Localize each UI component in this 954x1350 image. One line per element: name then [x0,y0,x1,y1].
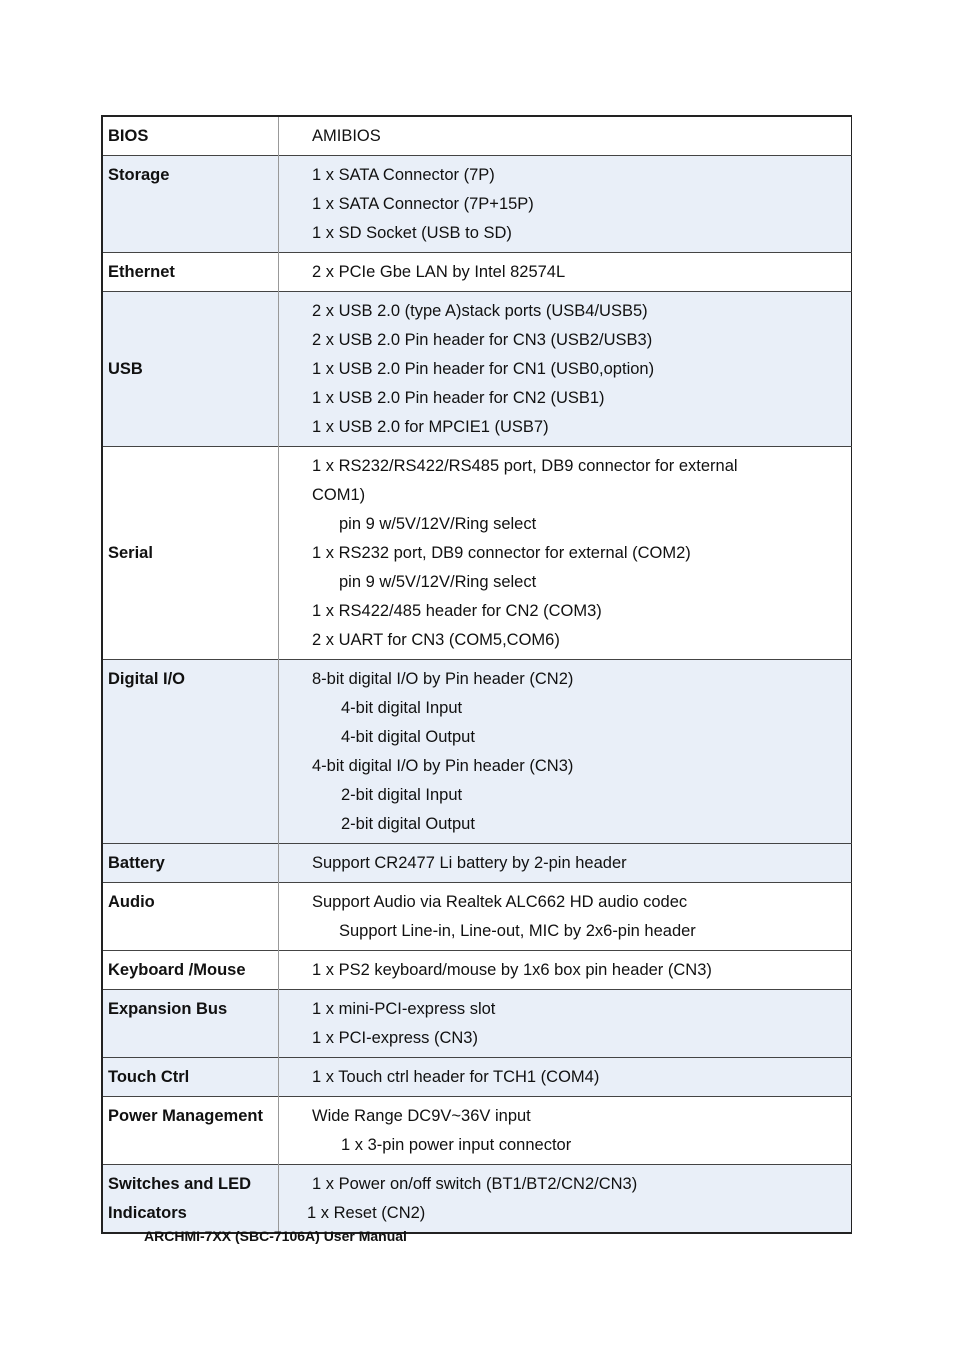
spec-label-keyboard-mouse: Keyboard /Mouse [102,951,279,990]
spec-table-body [102,116,852,1233]
spec-value-line: 1 x USB 2.0 Pin header for CN1 (USB0,option) [312,360,655,378]
spec-row-bios [102,116,852,156]
spec-value-line: 1 x RS422/485 header for CN2 (COM3) [312,602,602,620]
spec-value-storage [279,156,852,253]
spec-row-keyboard-mouse [102,951,852,990]
spec-value-line: Support CR2477 Li battery by 2-pin header [312,854,627,872]
spec-row-audio [102,883,852,951]
spec-value-line: 1 x Touch ctrl header for TCH1 (COM4) [312,1068,600,1086]
spec-value-expansion-bus [279,990,852,1058]
spec-label-bios: BIOS [102,116,279,156]
spec-row-usb [102,292,852,447]
spec-value-line: AMIBIOS [312,127,381,145]
spec-value-line: 1 x 3-pin power input connector [341,1136,572,1154]
spec-value-power-management [279,1097,852,1165]
spec-value-line: Support Audio via Realtek ALC662 HD audio codec [312,893,688,911]
spec-row-serial [102,447,852,660]
spec-value-digital-io [279,660,852,844]
spec-value-line: 1 x RS232/RS422/RS485 port, DB9 connector for external [312,457,738,475]
spec-value-line: 1 x PCI-express (CN3) [312,1029,478,1047]
spec-label-expansion-bus: Expansion Bus [102,990,279,1058]
spec-value-keyboard-mouse [279,951,852,990]
spec-value-usb [279,292,852,447]
spec-value-line: pin 9 w/5V/12V/Ring select [339,515,537,533]
spec-label-ethernet: Ethernet [102,253,279,292]
spec-row-expansion-bus [102,990,852,1058]
spec-value-line: 2-bit digital Input [341,786,463,804]
spec-row-ethernet [102,253,852,292]
spec-value-line: pin 9 w/5V/12V/Ring select [339,573,537,591]
spec-label-digital-io: Digital I/O [102,660,279,844]
spec-value-ethernet [279,253,852,292]
spec-value-line: COM1) [312,486,366,504]
spec-value-line: 1 x Power on/off switch (BT1/BT2/CN2/CN3) [312,1175,638,1193]
spec-value-line: 2-bit digital Output [341,815,475,833]
spec-value-line: 8-bit digital I/O by Pin header (CN2) [312,670,574,688]
spec-value-line: 2 x PCIe Gbe LAN by Intel 82574L [312,263,566,281]
spec-value-line: 1 x SATA Connector (7P+15P) [312,195,534,213]
spec-row-battery [102,844,852,883]
spec-label-power-management: Power Management [102,1097,279,1165]
spec-value-audio [279,883,852,951]
spec-label-battery: Battery [102,844,279,883]
spec-value-switches-led [279,1165,852,1234]
spec-value-line: 1 x RS232 port, DB9 connector for external (COM2) [312,544,691,562]
spec-row-power-management [102,1097,852,1165]
spec-value-bios [279,116,852,156]
spec-value-line: 4-bit digital Input [341,699,463,717]
spec-value-line: 1 x USB 2.0 Pin header for CN2 (USB1) [312,389,605,407]
spec-label-audio: Audio [102,883,279,951]
spec-value-line: Support Line-in, Line-out, MIC by 2x6-pin header [339,922,696,940]
spec-value-line: 2 x USB 2.0 Pin header for CN3 (USB2/USB3) [312,331,653,349]
spec-row-storage [102,156,852,253]
spec-value-line: 4-bit digital Output [341,728,475,746]
spec-row-digital-io [102,660,852,844]
spec-label-switches-led: Switches and LED Indicators [102,1165,279,1234]
spec-value-line: 2 x UART for CN3 (COM5,COM6) [312,631,560,649]
spec-value-serial [279,447,852,660]
spec-value-line: 1 x SD Socket (USB to SD) [312,224,512,242]
spec-label-touch-ctrl: Touch Ctrl [102,1058,279,1097]
spec-row-switches-led [102,1165,852,1234]
spec-value-line: 1 x PS2 keyboard/mouse by 1x6 box pin header (CN3) [312,961,712,979]
spec-value-line: Wide Range DC9V~36V input [312,1107,531,1125]
page-footer: ARCHMI-7XX (SBC-7106A) User Manual [144,1228,407,1244]
spec-label-storage: Storage [102,156,279,253]
spec-value-line: 1 x SATA Connector (7P) [312,166,495,184]
spec-value-line: 4-bit digital I/O by Pin header (CN3) [312,757,574,775]
spec-value-line: 1 x USB 2.0 for MPCIE1 (USB7) [312,418,549,436]
spec-label-usb: USB [102,292,279,447]
spec-value-line: 1 x Reset (CN2) [307,1204,426,1222]
spec-value-touch-ctrl [279,1058,852,1097]
spec-label-serial: Serial [102,447,279,660]
spec-value-line: 1 x mini-PCI-express slot [312,1000,496,1018]
spec-table [101,115,852,1234]
spec-value-line: 2 x USB 2.0 (type A)stack ports (USB4/USB5) [312,302,648,320]
spec-row-touch-ctrl [102,1058,852,1097]
spec-value-battery [279,844,852,883]
